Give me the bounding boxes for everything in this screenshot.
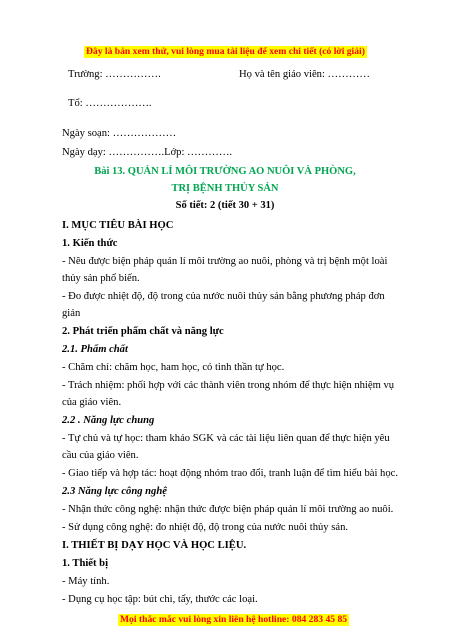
equipment-section-heading: I. THIẾT BỊ DẠY HỌC VÀ HỌC LIỆU.	[62, 540, 247, 551]
general-competency-item-2: - Giao tiếp và hợp tác: hoạt động nhóm trao đổi, tranh luận để tìm hiểu bài học.	[62, 468, 398, 479]
knowledge-item-1-line-1: - Nêu được biện pháp quản lí môi trường ao nuôi, phòng và trị bệnh một loài	[62, 256, 388, 267]
quality-item-1: - Chăm chỉ: chăm học, ham học, có tinh thần tự học.	[62, 362, 285, 373]
quality-item-2-line-1: - Trách nhiệm: phối hợp với các thành viên trong nhóm để thực hiện nhiệm vụ	[62, 380, 395, 391]
lesson-title-line-1: Bài 13. QUẢN LÍ MÔI TRƯỜNG AO NUÔI VÀ PHÒNG,	[94, 166, 356, 177]
section-objectives-heading: I. MỤC TIÊU BÀI HỌC	[62, 220, 174, 231]
equipment-item-1: - Máy tính.	[62, 576, 110, 587]
tech-competency-heading: 2.3 Năng lực công nghệ	[62, 486, 167, 497]
periods-line: Số tiết: 2 (tiết 30 + 31)	[175, 200, 275, 211]
lesson-title-line-2: TRỊ BỆNH THỦY SẢN	[171, 183, 279, 194]
team-field: Tổ: ……………….	[68, 98, 152, 109]
tech-item-1: - Nhận thức công nghệ: nhận thức được biện pháp quản lí môi trường ao nuôi.	[62, 504, 394, 515]
qualities-heading: 2.1. Phẩm chất	[62, 344, 128, 355]
general-competency-heading: 2.2 . Năng lực chung	[62, 415, 155, 426]
prep-date-field: Ngày soạn: ………………	[62, 128, 177, 139]
general-competency-item-1-line-1: - Tự chủ và tự học: tham khảo SGK và các tài liệu liên quan để thực hiện yêu	[62, 433, 390, 444]
general-competency-item-1-line-2: cầu của giáo viên.	[62, 450, 139, 461]
school-field: Trường: …………….	[68, 69, 161, 80]
equipment-heading: 1. Thiết bị	[62, 558, 109, 569]
teach-date-field: Ngày dạy: …………….Lớp: ………….	[62, 147, 233, 158]
knowledge-item-1-line-2: thủy sản phổ biến.	[62, 273, 140, 284]
quality-item-2-line-2: của giáo viên.	[62, 397, 122, 408]
teacher-field: Họ và tên giáo viên: …………	[239, 69, 370, 80]
competency-heading: 2. Phát triển phẩm chất và năng lực	[62, 326, 224, 337]
hotline-footer-banner: Mọi thắc mắc vui lòng xin liên hệ hotline: 084 283 45 85	[120, 614, 348, 625]
knowledge-item-2-line-1: - Đo được nhiệt độ, độ trong của nước nuôi thủy sản bằng phương pháp đơn	[62, 291, 385, 302]
knowledge-item-2-line-2: giản	[62, 308, 81, 319]
preview-notice-banner: Đây là bản xem thử, vui lòng mua tài liệu để xem chi tiết (có lời giải)	[86, 46, 365, 57]
equipment-item-2: - Dụng cụ học tập: bút chì, tẩy, thước các loại.	[62, 594, 258, 605]
tech-item-2: - Sử dụng công nghệ: đo nhiệt độ, độ trong của nước nuôi thủy sản.	[62, 522, 349, 533]
knowledge-heading: 1. Kiến thức	[62, 238, 118, 249]
